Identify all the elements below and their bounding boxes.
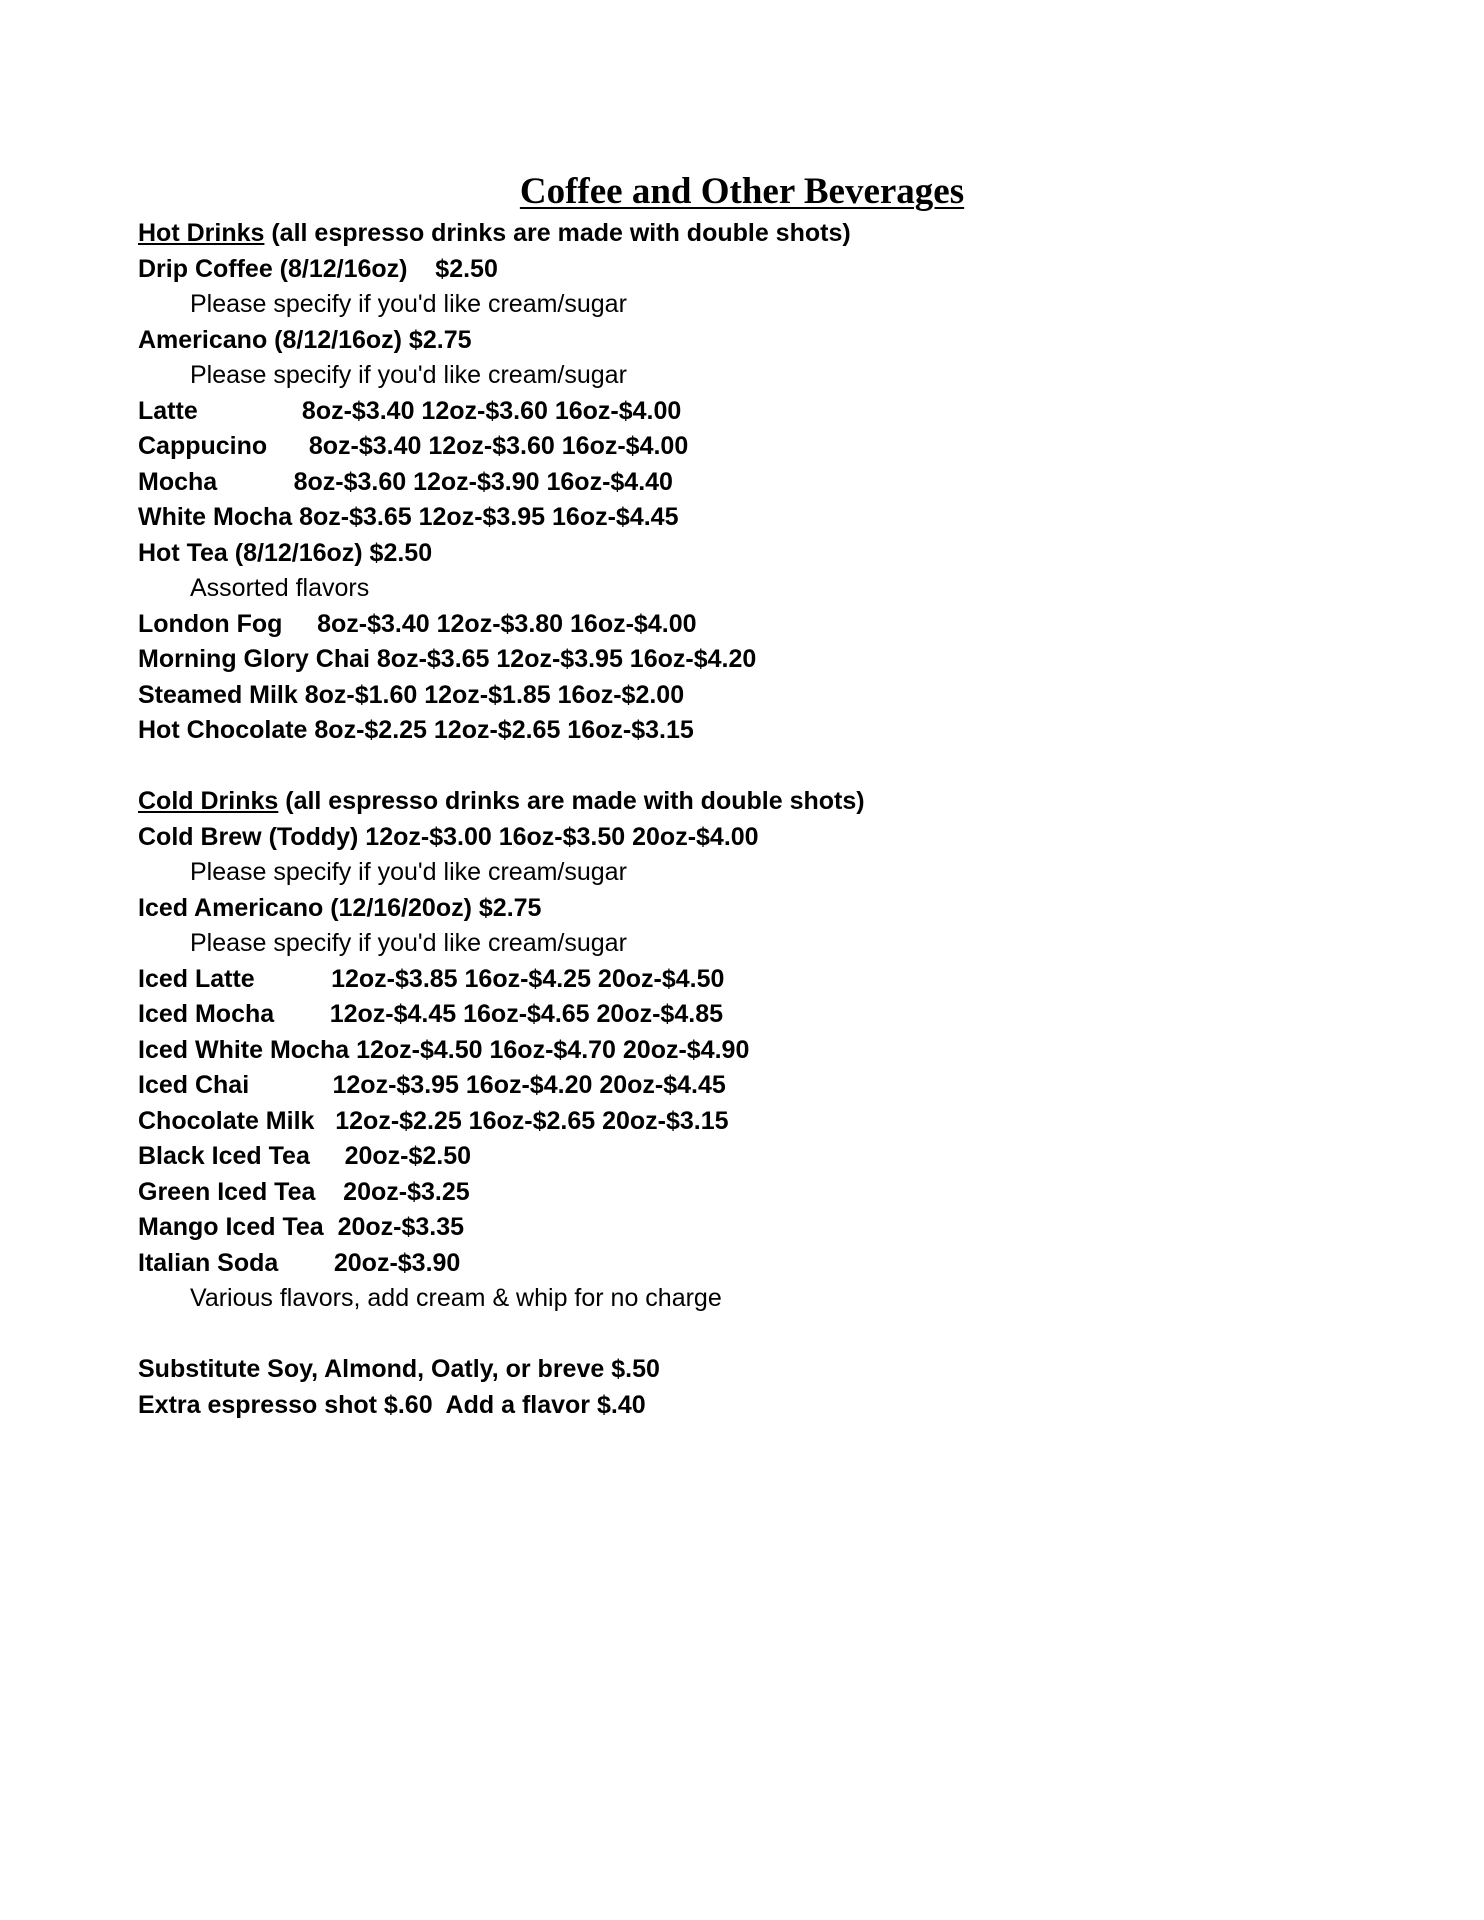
menu-item-latte: Latte 8oz-$3.40 12oz-$3.60 16oz-$4.00 [138, 396, 682, 425]
menu-item-steamed-milk: Steamed Milk 8oz-$1.60 12oz-$1.85 16oz-$2.00 [138, 680, 685, 709]
menu-item-drip-coffee: Drip Coffee (8/12/16oz) $2.50 [138, 254, 498, 283]
menu-item-morning-glory-chai: Morning Glory Chai 8oz-$3.65 12oz-$3.95 16oz-$4.20 [138, 645, 757, 673]
menu-content [138, 216, 1338, 1423]
menu-note: Assorted flavors [190, 574, 370, 602]
hot-drinks-heading-note: (all espresso drinks are made with double shots) [264, 219, 851, 247]
cold-drinks-heading-label: Cold Drinks [138, 787, 279, 815]
menu-note: Various flavors, add cream & whip for no charge [190, 1284, 722, 1312]
menu-item-americano: Americano (8/12/16oz) $2.75 [138, 325, 472, 354]
menu-item-cold-brew: Cold Brew (Toddy) 12oz-$3.00 16oz-$3.50 20oz-$4.00 [138, 822, 759, 851]
hot-drinks-heading-label: Hot Drinks [138, 219, 265, 247]
hot-drinks-heading [138, 216, 1338, 252]
menu-item-hot-tea: Hot Tea (8/12/16oz) $2.50 [138, 538, 433, 567]
page-title: Coffee and Other Beverages [519, 171, 965, 212]
menu-item-mango-iced-tea: Mango Iced Tea 20oz-$3.35 [138, 1213, 465, 1241]
menu-item-iced-mocha: Iced Mocha 12oz-$4.45 16oz-$4.65 20oz-$4.85 [138, 1000, 723, 1028]
cold-drinks-heading-note: (all espresso drinks are made with double shots) [278, 787, 865, 815]
menu-note: Please specify if you'd like cream/sugar [190, 361, 627, 389]
section-spacer [138, 749, 1338, 785]
menu-item-hot-chocolate: Hot Chocolate 8oz-$2.25 12oz-$2.65 16oz-$3.15 [138, 716, 694, 744]
menu-item-london-fog: London Fog 8oz-$3.40 12oz-$3.80 16oz-$4.00 [138, 609, 697, 638]
menu-item-iced-americano: Iced Americano (12/16/20oz) $2.75 [138, 893, 542, 922]
menu-item-chocolate-milk: Chocolate Milk 12oz-$2.25 16oz-$2.65 20oz-$3.15 [138, 1106, 729, 1135]
cold-drinks-heading [138, 784, 1338, 820]
menu-note: Please specify if you'd like cream/sugar [190, 858, 627, 886]
menu-item-cappucino: Cappucino 8oz-$3.40 12oz-$3.60 16oz-$4.00 [138, 432, 689, 460]
menu-note: Please specify if you'd like cream/sugar [190, 929, 627, 957]
menu-item-iced-white-mocha: Iced White Mocha 12oz-$4.50 16oz-$4.70 20oz-$4.90 [138, 1035, 750, 1064]
menu-item-iced-chai: Iced Chai 12oz-$3.95 16oz-$4.20 20oz-$4.45 [138, 1071, 726, 1099]
menu-item-italian-soda: Italian Soda 20oz-$3.90 [138, 1248, 461, 1277]
extras-shot-and-flavor: Extra espresso shot $.60 Add a flavor $.40 [138, 1390, 646, 1419]
menu-item-white-mocha: White Mocha 8oz-$3.65 12oz-$3.95 16oz-$4.45 [138, 503, 679, 531]
menu-item-black-iced-tea: Black Iced Tea 20oz-$2.50 [138, 1142, 472, 1170]
menu-note: Please specify if you'd like cream/sugar [190, 290, 627, 318]
menu-item-mocha: Mocha 8oz-$3.60 12oz-$3.90 16oz-$4.40 [138, 467, 673, 496]
section-spacer [138, 1317, 1338, 1353]
menu-item-iced-latte: Iced Latte 12oz-$3.85 16oz-$4.25 20oz-$4.50 [138, 964, 725, 993]
menu-item-green-iced-tea: Green Iced Tea 20oz-$3.25 [138, 1177, 470, 1206]
extras-substitute-milk: Substitute Soy, Almond, Oatly, or breve $.50 [138, 1355, 660, 1383]
